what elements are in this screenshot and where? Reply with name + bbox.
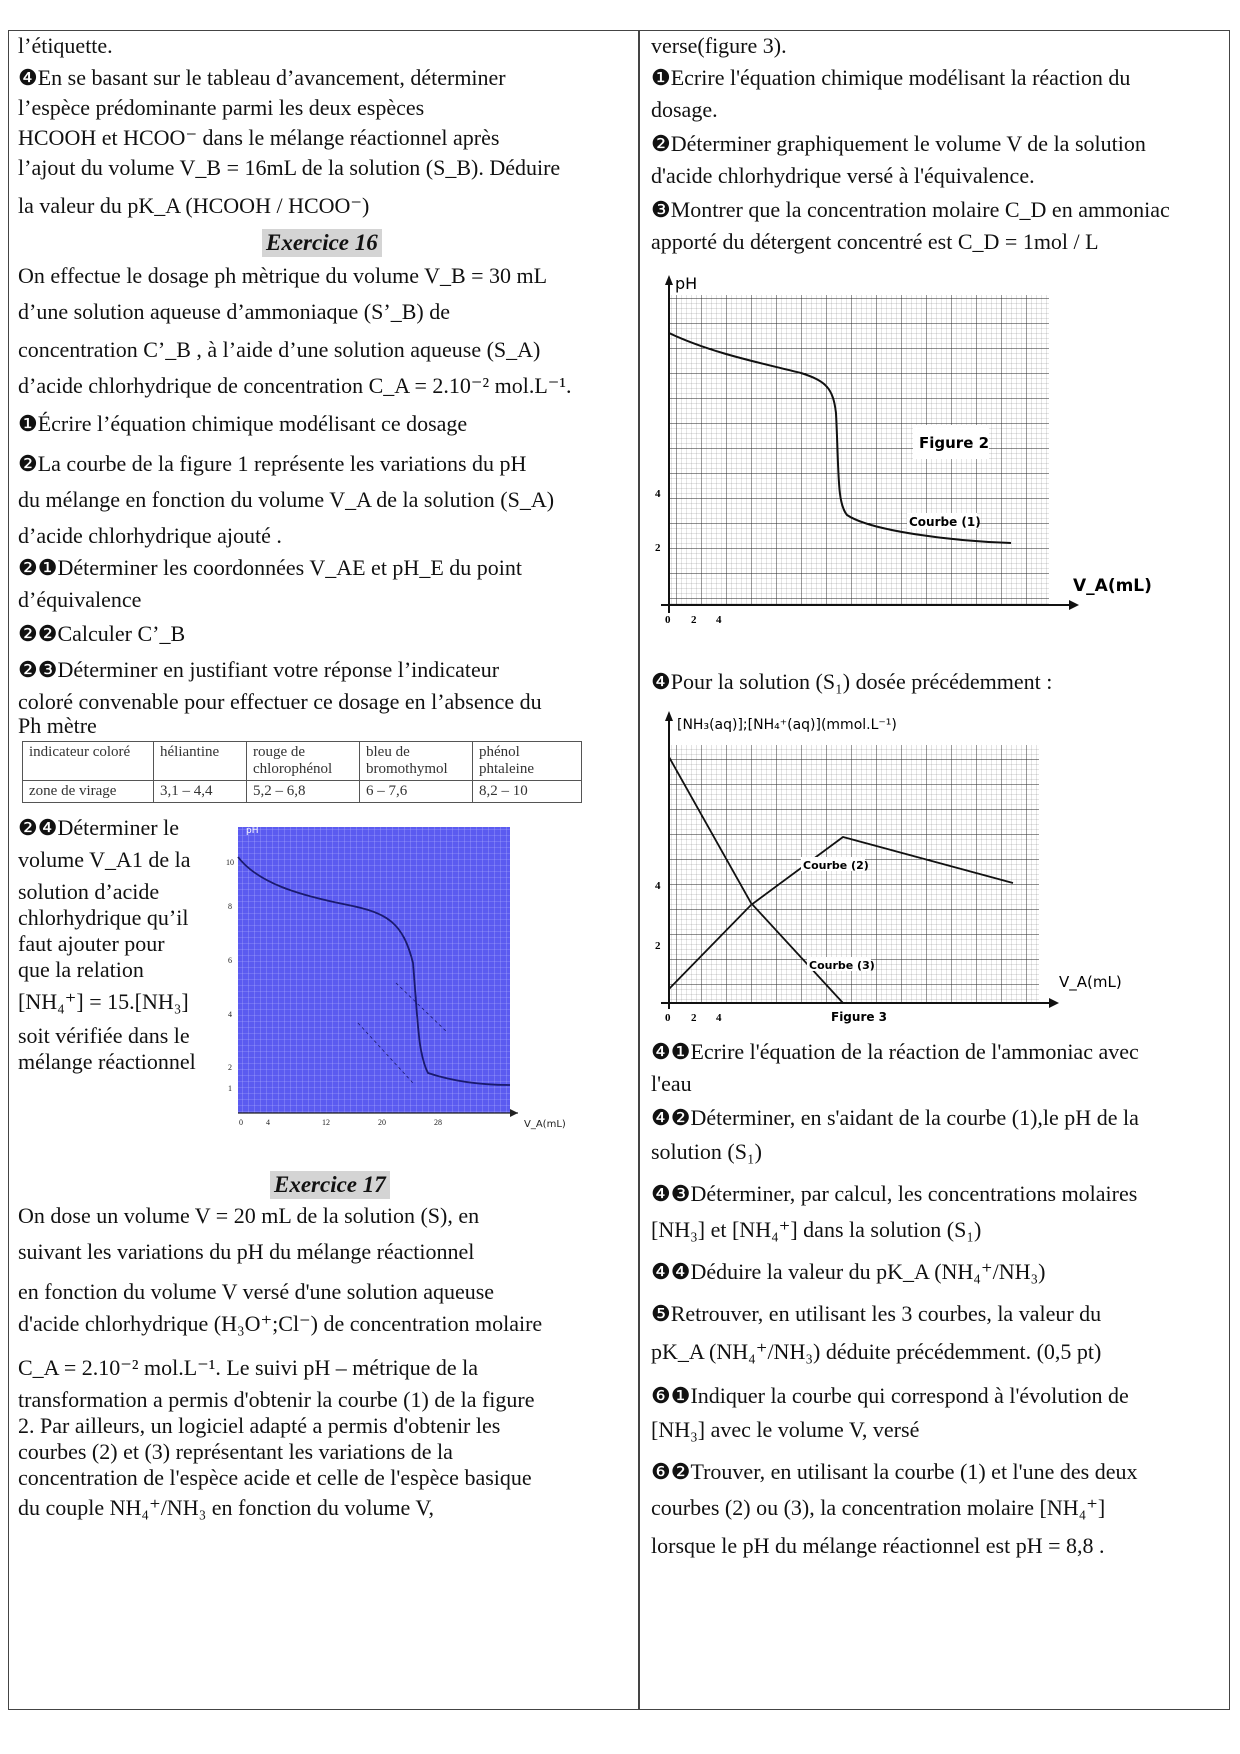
exercise-17-title: Exercice 17 <box>270 1171 390 1199</box>
table-header: phénol phtaleine <box>473 742 582 781</box>
text-line: lorsque le pH du mélange réactionnel est pH = 8,8 . <box>651 1533 1105 1558</box>
text-line: d'acide chlorhydrique versé à l'équivalence. <box>651 163 1035 188</box>
text-line: ❹❹Déduire la valeur du pK_A (NH₄⁺/NH₃) <box>651 1259 1046 1284</box>
x-tick-label: 2 <box>691 614 697 626</box>
text-line: courbes (2) ou (3), la concentration molaire [NH₄⁺] <box>651 1495 1106 1520</box>
table-row <box>23 781 582 803</box>
text-line: Ph mètre <box>18 713 97 738</box>
y-tick-label: 4 <box>228 1010 232 1019</box>
text-line: HCOOH et HCOO⁻ dans le mélange réactionnel après <box>18 125 500 150</box>
figure-2-label: Figure 2 <box>919 434 990 452</box>
text-line: solution d’acide <box>18 879 160 904</box>
table-header: indicateur coloré <box>23 742 154 781</box>
text-line: ❹❸Déterminer, par calcul, les concentrations molaires <box>651 1181 1138 1206</box>
text-line: ❷❷Calculer C’_B <box>18 621 186 646</box>
text-line: d'acide chlorhydrique (H₃O⁺;Cl⁻) de concentration molaire <box>18 1311 543 1336</box>
text-line: l’espèce prédominante parmi les deux espèces <box>18 95 425 120</box>
text-line: du couple NH₄⁺/NH₃ en fonction du volume V, <box>18 1495 434 1520</box>
text-line: ❶Écrire l’équation chimique modélisant ce dosage <box>18 411 468 436</box>
text-line: transformation a permis d'obtenir la courbe (1) de la figure <box>18 1387 535 1412</box>
table-header: rouge de chlorophénol <box>247 742 360 781</box>
figure-2-xlabel: V_A(mL) <box>1073 576 1152 596</box>
text-line: ❷Déterminer graphiquement le volume V de la solution <box>651 131 1146 156</box>
figure-1-chart <box>218 823 628 1133</box>
text-line: ❸Montrer que la concentration molaire C_D en ammoniac <box>651 197 1170 222</box>
x-tick-label: 0 <box>665 614 671 626</box>
x-tick-label: 2 <box>691 1012 697 1024</box>
figure-3-curve-2-label: Courbe (2) <box>803 859 869 872</box>
text-line: d’une solution aqueuse d’ammoniaque (S’_B) de <box>18 299 450 324</box>
text-line: que la relation <box>18 957 144 982</box>
figure-2-ylabel: pH <box>675 274 698 293</box>
table-cell: 8,2 – 10 <box>473 781 582 803</box>
y-tick-label: 2 <box>655 940 661 952</box>
y-tick-label: 4 <box>655 880 661 892</box>
text-line: l'eau <box>651 1071 692 1096</box>
text-line: ❺Retrouver, en utilisant les 3 courbes, la valeur du <box>651 1301 1102 1326</box>
text-line: [NH₄⁺] = 15.[NH₃] <box>18 989 189 1014</box>
text-line: courbes (2) et (3) représentant les variations de la <box>18 1439 453 1464</box>
text-line: ❷La courbe de la figure 1 représente les variations du pH <box>18 451 527 476</box>
text-line: l’ajout du volume V_B = 16mL de la solution (S_B). Déduire <box>18 155 561 180</box>
text-line: mélange réactionnel <box>18 1049 196 1074</box>
text-line: suivant les variations du pH du mélange réactionnel <box>18 1239 475 1264</box>
text-line: faut ajouter pour <box>18 931 165 956</box>
text-line: l’étiquette. <box>18 33 113 58</box>
text-line: d’acide chlorhydrique ajouté . <box>18 523 282 548</box>
x-tick-label: 12 <box>322 1118 330 1127</box>
text-line: ❶Ecrire l'équation chimique modélisant la réaction du <box>651 65 1131 90</box>
table-cell: 6 – 7,6 <box>360 781 473 803</box>
y-tick-label: 6 <box>228 956 232 965</box>
exercise-16-title: Exercice 16 <box>262 229 382 257</box>
figure-3-curve-3-label: Courbe (3) <box>809 959 875 972</box>
x-tick-label: 0 <box>665 1012 671 1024</box>
figure-1-ylabel: pH <box>246 826 259 836</box>
text-line: concentration C’_B , à l’aide d’une solution aqueuse (S_A) <box>18 337 541 362</box>
y-tick-label: 2 <box>655 542 661 554</box>
figure-3-chart <box>651 709 1131 1029</box>
text-line: C_A = 2.10⁻² mol.L⁻¹. Le suivi pH – métrique de la <box>18 1355 479 1380</box>
text-line: ❷❹Déterminer le <box>18 815 179 840</box>
x-tick-label: 0 <box>239 1118 243 1127</box>
y-tick-label: 1 <box>228 1084 232 1093</box>
text-line: ❷❸Déterminer en justifiant votre réponse l’indicateur <box>18 657 500 682</box>
text-line: apporté du détergent concentré est C_D = 1mol / L <box>651 229 1099 254</box>
text-line: la valeur du pK_A (HCOOH / HCOO⁻) <box>18 193 370 218</box>
figure-2-curve-label: Courbe (1) <box>909 515 981 529</box>
column-divider <box>638 31 640 1709</box>
table-cell: 5,2 – 6,8 <box>247 781 360 803</box>
text-line: chlorhydrique qu’il <box>18 905 189 930</box>
text-line: verse(figure 3). <box>651 33 787 58</box>
x-tick-label: 4 <box>266 1118 270 1127</box>
y-tick-label: 4 <box>655 488 661 500</box>
y-tick-label: 10 <box>226 858 234 867</box>
figure-3-xlabel: V_A(mL) <box>1059 973 1122 991</box>
figure-3-ylabel: [NH₃(aq)];[NH₄⁺(aq)](mmol.L⁻¹) <box>677 717 897 733</box>
text-line: du mélange en fonction du volume V_A de la solution (S_A) <box>18 487 555 512</box>
table-header: héliantine <box>154 742 247 781</box>
text-line: d’équivalence <box>18 587 142 612</box>
text-line: ❹❷Déterminer, en s'aidant de la courbe (1),le pH de la <box>651 1105 1139 1130</box>
x-tick-label: 4 <box>716 614 722 626</box>
text-line: [NH₃] avec le volume V, versé <box>651 1417 920 1442</box>
table-cell: 3,1 – 4,4 <box>154 781 247 803</box>
text-line: ❷❶Déterminer les coordonnées V_AE et pH_E du point <box>18 555 522 580</box>
indicator-table <box>22 741 582 803</box>
y-tick-label: 2 <box>228 1063 232 1072</box>
text-line: en fonction du volume V versé d'une solution aqueuse <box>18 1279 495 1304</box>
text-line: concentration de l'espèce acide et celle de l'espèce basique <box>18 1465 532 1490</box>
y-tick-label: 8 <box>228 902 232 911</box>
text-line: ❻❷Trouver, en utilisant la courbe (1) et l'une des deux <box>651 1459 1138 1484</box>
text-line: d’acide chlorhydrique de concentration C_A = 2.10⁻² mol.L⁻¹. <box>18 373 572 398</box>
text-line: solution (S₁) <box>651 1139 762 1164</box>
text-line: On dose un volume V = 20 mL de la solution (S), en <box>18 1203 480 1228</box>
worksheet-page <box>8 30 1230 1710</box>
x-tick-label: 20 <box>378 1118 386 1127</box>
table-row <box>23 742 582 781</box>
text-line: [NH₃] et [NH₄⁺] dans la solution (S₁) <box>651 1217 982 1242</box>
table-cell: zone de virage <box>23 781 154 803</box>
x-tick-label: 28 <box>434 1118 442 1127</box>
text-line: ❻❶Indiquer la courbe qui correspond à l'évolution de <box>651 1383 1129 1408</box>
text-line: 2. Par ailleurs, un logiciel adapté a permis d'obtenir les <box>18 1413 501 1438</box>
text-line: dosage. <box>651 97 718 122</box>
text-line: soit vérifiée dans le <box>18 1023 190 1048</box>
text-line: ❹❶Ecrire l'équation de la réaction de l'ammoniac avec <box>651 1039 1139 1064</box>
figure-2-chart <box>651 273 1152 653</box>
table-header: bleu de bromothymol <box>360 742 473 781</box>
text-line: ❹Pour la solution (S₁) dosée précédemment : <box>651 669 1053 694</box>
text-line: ❹En se basant sur le tableau d’avancement, déterminer <box>18 65 506 90</box>
text-line: pK_A (NH₄⁺/NH₃) déduite précédemment. (0,5 pt) <box>651 1339 1102 1364</box>
figure-1-xlabel: V_A(mL) <box>524 1119 566 1130</box>
x-tick-label: 4 <box>716 1012 722 1024</box>
text-line: coloré convenable pour effectuer ce dosage en l’absence du <box>18 689 542 714</box>
text-line: volume V_A1 de la <box>18 847 191 872</box>
text-line: On effectue le dosage ph mètrique du volume V_B = 30 mL <box>18 263 548 288</box>
figure-3-label: Figure 3 <box>831 1010 888 1024</box>
